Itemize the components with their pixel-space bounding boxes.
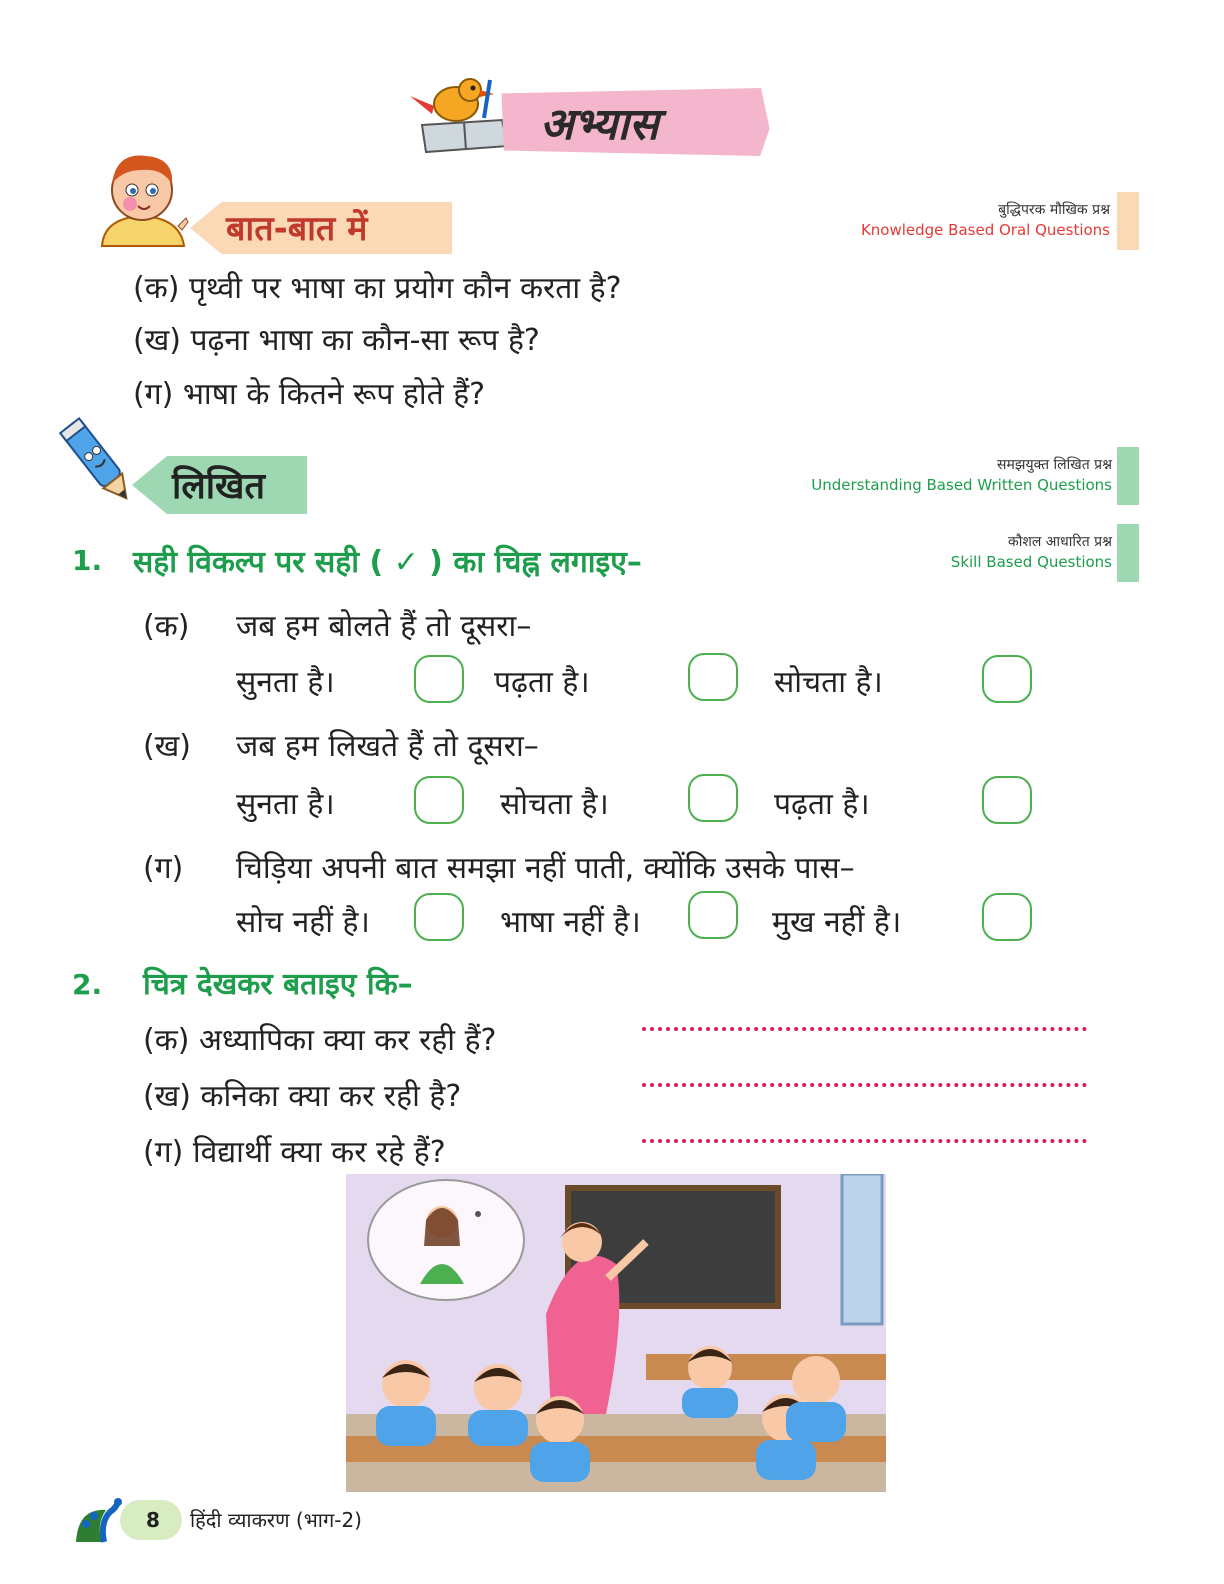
q2-item-b: (ख) कनिका क्या कर रही है?: [143, 1079, 462, 1114]
q2-answer-line-b[interactable]: [642, 1083, 1087, 1087]
boy-illustration: [92, 146, 192, 250]
q1-item-b-marker: (ख): [143, 729, 191, 764]
oral-question-3: (ग) भाषा के कितने रूप होते हैं?: [133, 377, 486, 412]
q1-c-option-3: मुख नहीं है।: [772, 905, 902, 940]
q1-c-checkbox-3[interactable]: [982, 893, 1032, 941]
page-number: 8: [146, 1508, 160, 1532]
written-section-title: लिखित: [172, 466, 266, 507]
written-question-label: [811, 455, 1112, 495]
q1-item-a-marker: (क): [143, 609, 190, 644]
pencil-illustration: [58, 412, 138, 512]
q1-item-c-text: चिड़िया अपनी बात समझा नहीं पाती, क्योंकि उसके पास–: [236, 851, 855, 886]
q2-answer-line-a[interactable]: [642, 1027, 1087, 1031]
written-label-hindi: समझयुक्त लिखित प्रश्न: [997, 457, 1112, 473]
skill-question-label: [951, 532, 1112, 572]
oral-label-bar: [1117, 192, 1139, 250]
q1-a-option-1: सुनता है।: [236, 665, 335, 700]
q1-b-checkbox-1[interactable]: [414, 776, 464, 824]
q1-c-checkbox-2[interactable]: [688, 891, 738, 939]
oral-question-label: [861, 200, 1110, 240]
q2-item-a: (क) अध्यापिका क्या कर रही हैं?: [143, 1023, 497, 1058]
question-1-number: 1.: [72, 544, 103, 577]
classroom-illustration: [346, 1174, 886, 1492]
q1-b-checkbox-3[interactable]: [982, 776, 1032, 824]
q1-b-option-2: सोचता है।: [500, 787, 609, 822]
q1-a-checkbox-2[interactable]: [688, 653, 738, 701]
question-2-heading: चित्र देखकर बताइए कि–: [143, 967, 413, 1002]
bird-book-illustration: [404, 70, 514, 160]
q2-item-c: (ग) विद्यार्थी क्या कर रहे हैं?: [143, 1135, 446, 1170]
q1-a-checkbox-3[interactable]: [982, 655, 1032, 703]
oral-section-title: बात-बात में: [226, 209, 368, 249]
q1-b-option-1: सुनता है।: [236, 787, 335, 822]
oral-question-1: (क) पृथ्वी पर भाषा का प्रयोग कौन करता है?: [133, 271, 622, 306]
skill-label-english: Skill Based Questions: [950, 553, 1112, 571]
q2-answer-line-c[interactable]: [642, 1139, 1087, 1143]
question-1-heading: सही विकल्प पर सही ( ✓ ) का चिह्न लगाइए–: [133, 545, 642, 580]
q1-b-checkbox-2[interactable]: [688, 774, 738, 822]
skill-label-hindi: कौशल आधारित प्रश्न: [1007, 534, 1112, 550]
q1-b-option-3: पढ़ता है।: [774, 787, 870, 822]
book-title: हिंदी व्याकरण (भाग-2): [190, 1508, 362, 1532]
q1-a-option-3: सोचता है।: [774, 665, 883, 700]
oral-question-2: (ख) पढ़ना भाषा का कौन-सा रूप है?: [133, 323, 540, 358]
skill-label-bar: [1117, 524, 1139, 582]
q1-item-a-text: जब हम बोलते हैं तो दूसरा–: [236, 609, 532, 644]
page-title: अभ्यास: [540, 99, 659, 150]
written-label-bar: [1117, 447, 1139, 505]
q1-a-option-2: पढ़ता है।: [494, 665, 590, 700]
q1-item-c-marker: (ग): [143, 851, 184, 886]
oral-label-english: Knowledge Based Oral Questions: [860, 221, 1110, 239]
q1-c-option-2: भाषा नहीं है।: [500, 905, 641, 940]
q1-c-option-1: सोच नहीं है।: [236, 905, 370, 940]
q1-a-checkbox-1[interactable]: [414, 655, 464, 703]
q1-c-checkbox-1[interactable]: [414, 893, 464, 941]
written-label-english: Understanding Based Written Questions: [811, 476, 1112, 494]
question-2-number: 2.: [72, 968, 103, 1001]
q1-item-b-text: जब हम लिखते हैं तो दूसरा–: [236, 729, 539, 764]
oral-label-hindi: बुद्धिपरक मौखिक प्रश्न: [998, 202, 1110, 218]
